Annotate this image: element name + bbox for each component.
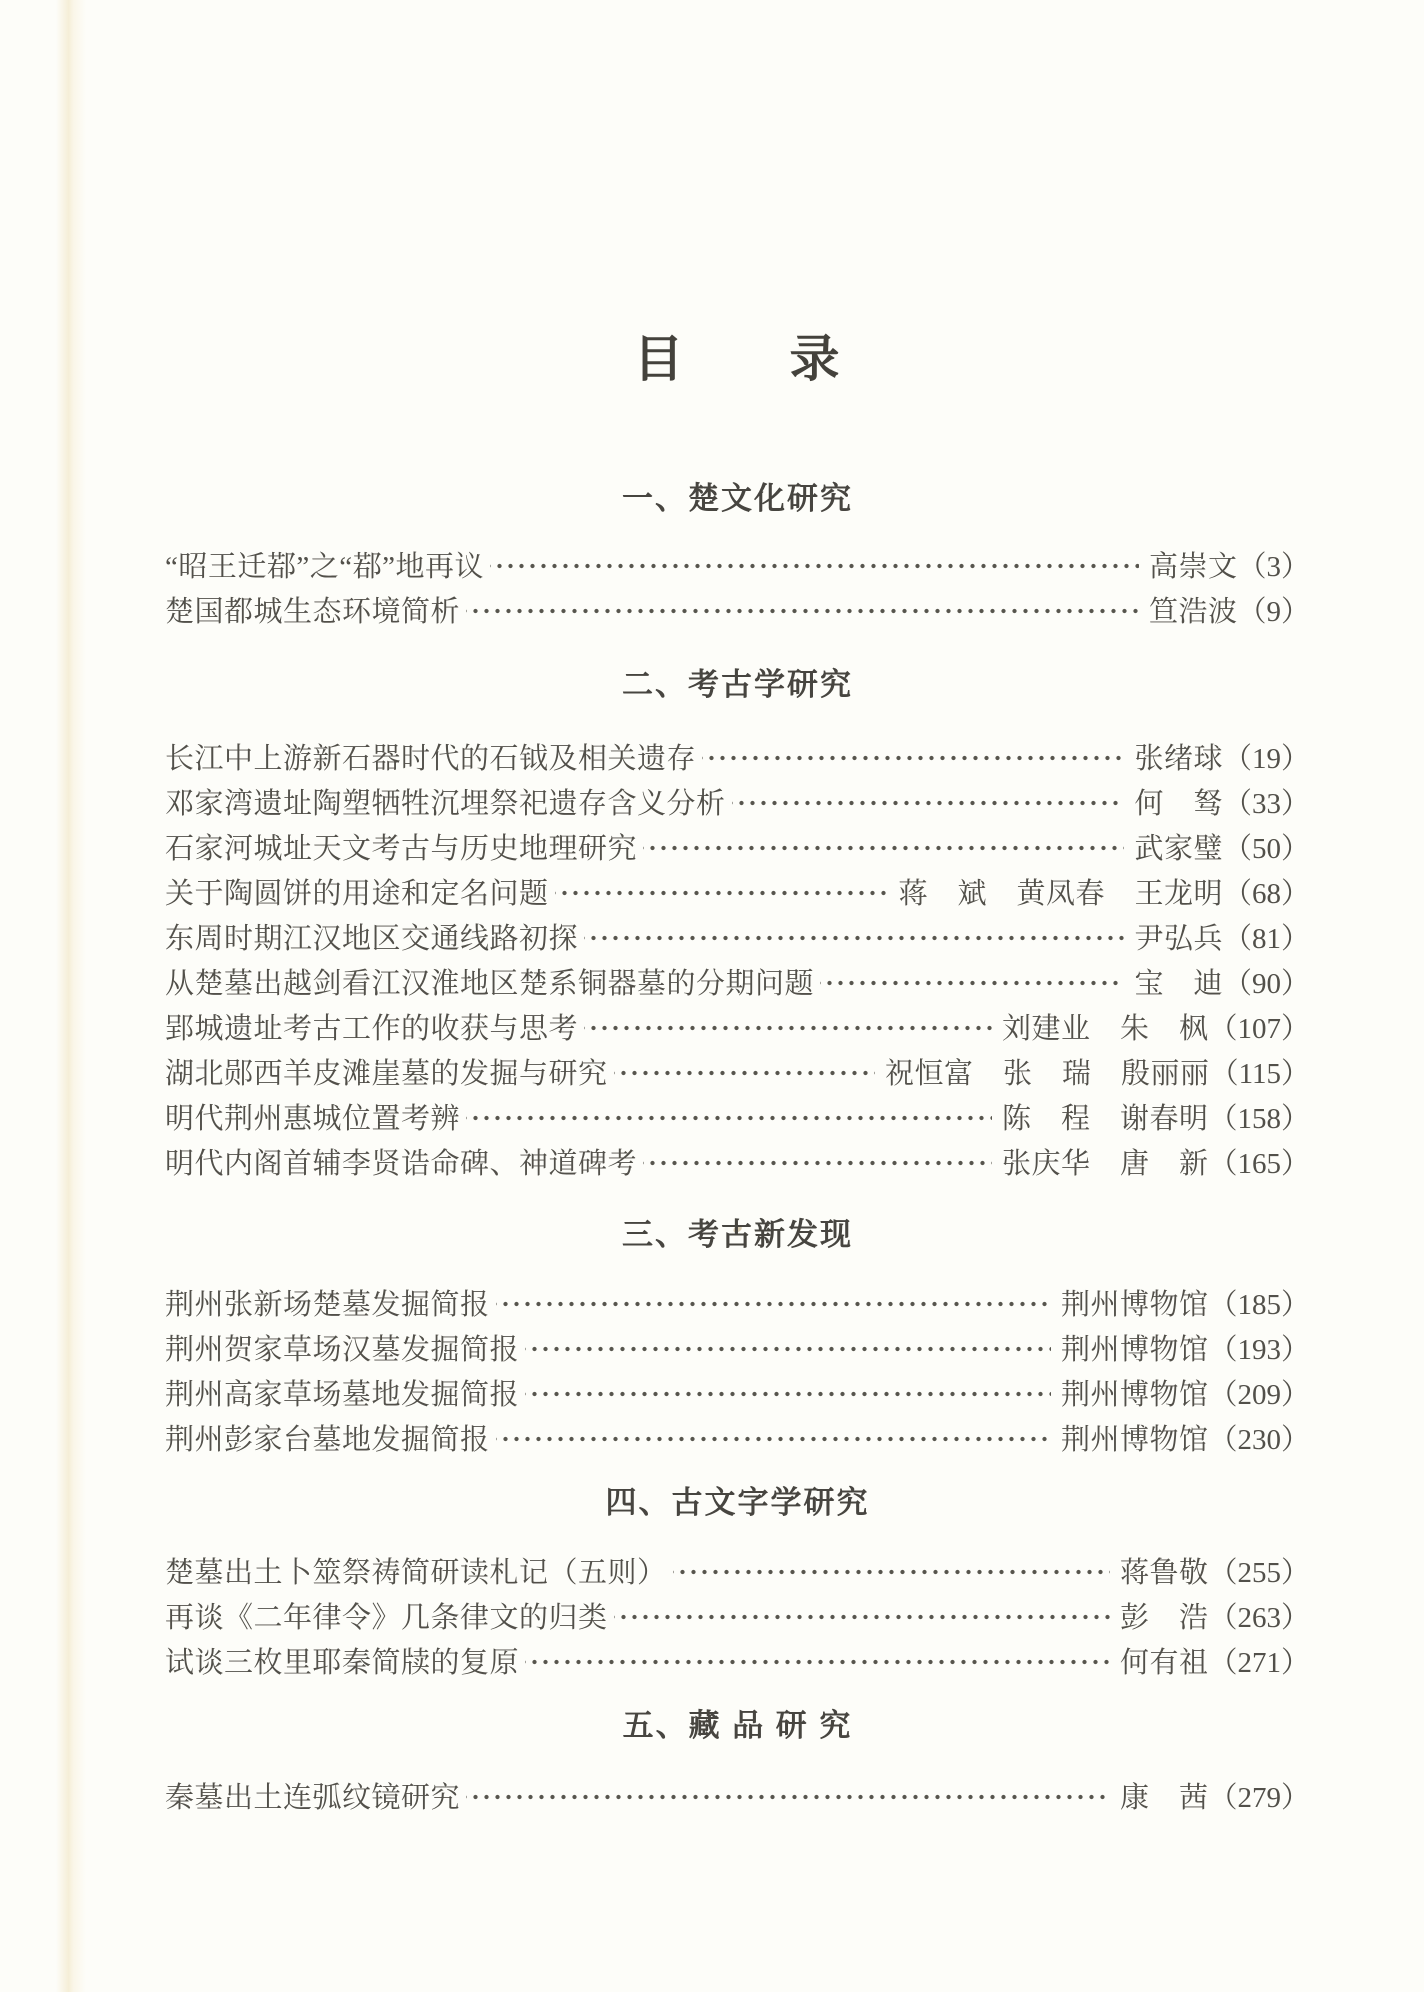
dot-leader [466, 1094, 992, 1139]
toc-entry [165, 587, 1310, 632]
entry-authors: 高崇文 [1148, 551, 1238, 583]
section-heading: 四、古文字学研究 [605, 1485, 870, 1520]
dot-leader [466, 1773, 1110, 1818]
entry-title: 明代荆州惠城位置考辨 [165, 1103, 461, 1135]
toc-entry [165, 1004, 1310, 1049]
toc-entry [165, 779, 1310, 824]
entry-title: 荆州贺家草场汉墓发掘简报 [165, 1334, 520, 1366]
dot-leader [643, 1139, 992, 1184]
toc-section [165, 480, 1310, 632]
entry-page-number: （185） [1208, 1289, 1310, 1321]
toc-entry [165, 1094, 1310, 1139]
entry-title: 楚国都城生态环境简析 [165, 596, 461, 628]
page-title: 目 录 [633, 331, 842, 387]
dot-leader [555, 869, 889, 914]
entry-list [165, 1773, 1310, 1818]
entry-title: 长江中上游新石器时代的石钺及相关遗存 [165, 743, 697, 775]
entry-page-number: （19） [1222, 743, 1310, 775]
entry-authors: 刘建业 朱 枫 [1001, 1013, 1209, 1045]
entry-authors: 荆州博物馆 [1060, 1424, 1209, 1456]
toc-entry [165, 1773, 1310, 1818]
dot-leader [673, 1548, 1110, 1593]
entry-page-number: （158） [1208, 1103, 1310, 1135]
entry-list [165, 1548, 1310, 1683]
section-heading: 五、藏 品 研 究 [622, 1708, 853, 1743]
entry-page-number: （115） [1209, 1058, 1310, 1090]
dot-leader [496, 1415, 1051, 1460]
entry-authors: 荆州博物馆 [1060, 1379, 1209, 1411]
toc-entry [165, 869, 1310, 914]
entry-authors: 张庆华 唐 新 [1001, 1148, 1209, 1180]
entry-page-number: （107） [1208, 1013, 1310, 1045]
entry-list [165, 734, 1310, 1184]
entry-title: 明代内阁首辅李贤诰命碑、神道碑考 [165, 1148, 638, 1180]
entry-authors: 宝 迪 [1134, 968, 1223, 1000]
dot-leader [643, 824, 1124, 869]
toc-entry [165, 1325, 1310, 1370]
dot-leader [490, 542, 1139, 587]
entry-authors: 张绪球 [1134, 743, 1223, 775]
entry-title: 荆州张新场楚墓发掘简报 [165, 1289, 490, 1321]
dot-leader [584, 914, 1124, 959]
toc-entry [165, 1280, 1310, 1325]
dot-leader [525, 1638, 1110, 1683]
entry-page-number: （263） [1208, 1602, 1310, 1634]
toc-entry [165, 914, 1310, 959]
toc-entry [165, 542, 1310, 587]
table-of-contents [165, 0, 1310, 1818]
toc-entry [165, 1415, 1310, 1460]
toc-entry [165, 1638, 1310, 1683]
section-heading: 一、楚文化研究 [622, 481, 853, 516]
dot-leader [466, 587, 1139, 632]
dot-leader [525, 1370, 1051, 1415]
toc-entry [165, 824, 1310, 869]
entry-authors: 陈 程 谢春明 [1001, 1103, 1209, 1135]
entry-authors: 康 茜 [1119, 1782, 1209, 1814]
dot-leader [820, 959, 1124, 1004]
toc-entry [165, 959, 1310, 1004]
entry-title: 东周时期江汉地区交通线路初探 [165, 923, 579, 955]
entry-page-number: （81） [1222, 923, 1310, 955]
entry-authors: 祝恒富 张 瑞 殷丽丽 [885, 1058, 1210, 1090]
entry-page-number: （3） [1237, 551, 1310, 583]
entry-list [165, 1280, 1310, 1460]
entry-authors: 蒋鲁敬 [1119, 1557, 1209, 1589]
entry-authors: 荆州博物馆 [1060, 1334, 1209, 1366]
dot-leader [614, 1593, 1110, 1638]
dot-leader [702, 734, 1124, 779]
entry-authors: 何有祖 [1119, 1647, 1209, 1679]
entry-page-number: （50） [1222, 833, 1310, 865]
entry-title: 石家河城址天文考古与历史地理研究 [165, 833, 638, 865]
toc-entry [165, 1593, 1310, 1638]
toc-entry [165, 1370, 1310, 1415]
entry-title: 湖北郧西羊皮滩崖墓的发掘与研究 [165, 1058, 608, 1090]
entry-title: 郢城遗址考古工作的收获与思考 [165, 1013, 579, 1045]
entry-page-number: （271） [1208, 1647, 1310, 1679]
entry-page-number: （230） [1208, 1424, 1310, 1456]
page-edge-shading [56, 0, 86, 1992]
toc-entry [165, 1049, 1310, 1094]
entry-list [165, 542, 1310, 632]
toc-entry [165, 1548, 1310, 1593]
entry-page-number: （90） [1222, 968, 1310, 1000]
toc-sections [165, 480, 1310, 1818]
entry-page-number: （33） [1222, 788, 1310, 820]
toc-section [165, 1707, 1310, 1818]
entry-authors: 何 驽 [1134, 788, 1223, 820]
toc-entry [165, 1139, 1310, 1184]
entry-authors: 笪浩波 [1148, 596, 1238, 628]
dot-leader [525, 1325, 1051, 1370]
entry-page-number: （209） [1208, 1379, 1310, 1411]
entry-page-number: （279） [1208, 1782, 1310, 1814]
toc-entry [165, 734, 1310, 779]
entry-authors: 武家璧 [1134, 833, 1223, 865]
entry-title: “昭王迁鄀”之“鄀”地再议 [165, 551, 484, 583]
entry-authors: 蒋 斌 黄凤春 王龙明 [898, 878, 1223, 910]
entry-title: 荆州高家草场墓地发掘简报 [165, 1379, 520, 1411]
section-heading: 二、考古学研究 [622, 667, 853, 702]
dot-leader [732, 779, 1125, 824]
entry-page-number: （255） [1208, 1557, 1310, 1589]
toc-section [165, 1484, 1310, 1683]
section-heading: 三、考古新发现 [622, 1217, 853, 1252]
entry-authors: 彭 浩 [1119, 1602, 1209, 1634]
entry-title: 关于陶圆饼的用途和定名问题 [165, 878, 549, 910]
entry-title: 秦墓出土连弧纹镜研究 [165, 1782, 461, 1814]
entry-authors: 尹弘兵 [1134, 923, 1223, 955]
entry-title: 楚墓出土卜筮祭祷简研读札记（五则） [165, 1557, 667, 1589]
entry-page-number: （68） [1222, 878, 1310, 910]
toc-section [165, 666, 1310, 1184]
entry-page-number: （193） [1208, 1334, 1310, 1366]
dot-leader [496, 1280, 1051, 1325]
entry-title: 再谈《二年律令》几条律文的归类 [165, 1602, 608, 1634]
entry-authors: 荆州博物馆 [1060, 1289, 1209, 1321]
entry-title: 从楚墓出越剑看江汉淮地区楚系铜器墓的分期问题 [165, 968, 815, 1000]
entry-title: 荆州彭家台墓地发掘简报 [165, 1424, 490, 1456]
dot-leader [614, 1049, 876, 1094]
dot-leader [584, 1004, 992, 1049]
entry-page-number: （9） [1237, 596, 1310, 628]
entry-page-number: （165） [1208, 1148, 1310, 1180]
toc-section [165, 1216, 1310, 1460]
entry-title: 邓家湾遗址陶塑牺牲沉埋祭祀遗存含义分析 [165, 788, 726, 820]
entry-title: 试谈三枚里耶秦简牍的复原 [165, 1647, 520, 1679]
